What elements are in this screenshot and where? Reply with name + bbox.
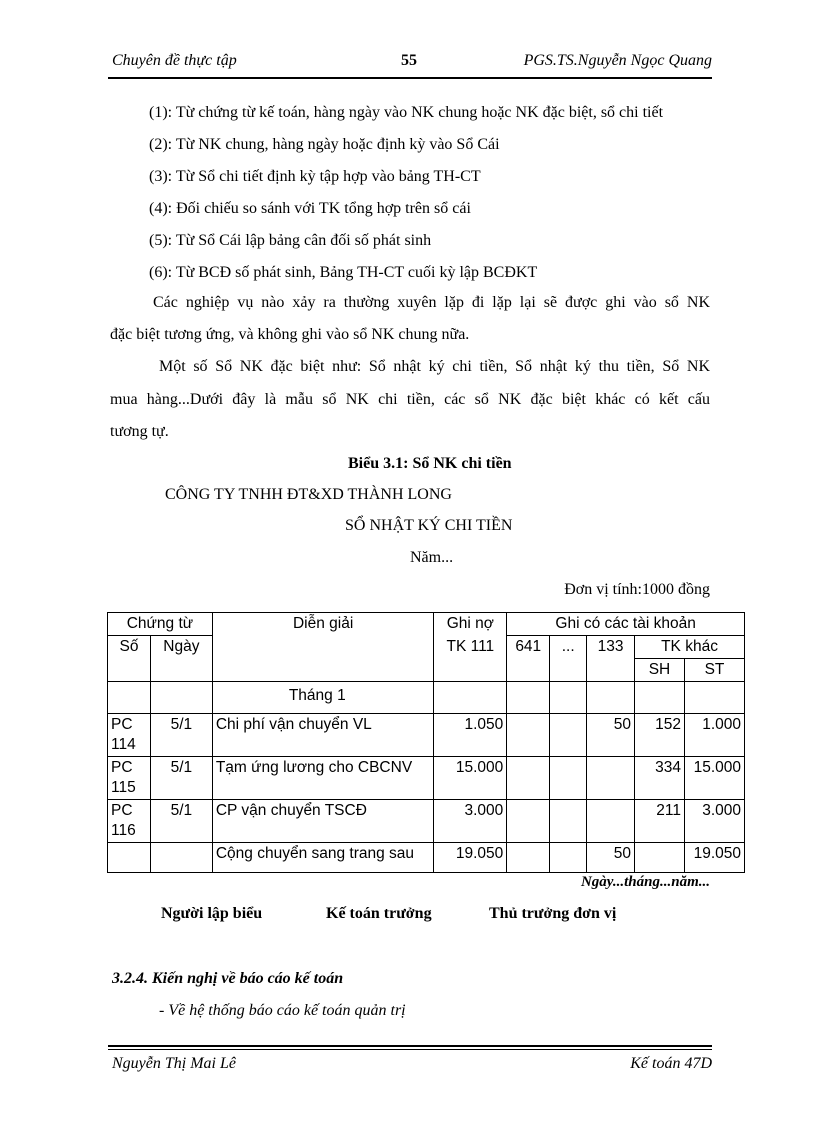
row-dien-giai: Chi phí vận chuyển VL: [212, 714, 434, 757]
paragraph2-line2: mua hàng...Dưới đây là mẫu sổ NK chi tiền, các sổ NK đặc biệt khác có kết cấu: [110, 391, 710, 408]
header-right: PGS.TS.Nguyễn Ngọc Quang: [523, 52, 712, 69]
row-ghi-no: 3.000: [434, 800, 507, 843]
header-st: ST: [684, 659, 744, 682]
total-tk133: 50: [587, 843, 635, 873]
step-6: (6): Từ BCĐ số phát sinh, Bảng TH-CT cuối kỳ lập BCĐKT: [149, 264, 538, 281]
paragraph2-line3: tương tự.: [110, 423, 169, 440]
row-st: 3.000: [684, 800, 744, 843]
row-so: PC 115: [108, 757, 151, 800]
section-sub: - Về hệ thống báo cáo kế toán quản trị: [159, 1002, 406, 1019]
form-title: SỔ NHẬT KÝ CHI TIỀN: [345, 517, 513, 534]
row-ngay: 5/1: [150, 800, 212, 843]
section-heading: 3.2.4. Kiến nghị về báo cáo kế toán: [112, 970, 344, 987]
row-sh: 211: [635, 800, 685, 843]
footer-rule-thin: [108, 1049, 712, 1050]
row-so: PC 116: [108, 800, 151, 843]
unit-label: Đơn vị tính:1000 đồng: [564, 581, 710, 598]
row-so: PC 114: [108, 714, 151, 757]
row-ngay: 5/1: [150, 757, 212, 800]
header-dots: ...: [550, 636, 587, 682]
header-ghi-no: Ghi nợ: [434, 613, 507, 636]
row-ngay: 5/1: [150, 714, 212, 757]
header-ngay: Ngày: [150, 636, 212, 682]
date-line: Ngày...tháng...năm...: [580, 874, 710, 890]
row-sh: 334: [635, 757, 685, 800]
signature-director: Thủ trưởng đơn vị: [489, 905, 617, 922]
footer-left: Nguyễn Thị Mai Lê: [112, 1055, 236, 1072]
signature-chief-accountant: Kế toán trưởng: [326, 905, 432, 922]
header-tk111: TK 111: [434, 636, 507, 682]
row-dots: [550, 714, 587, 757]
header-rule: [108, 77, 712, 79]
table-row: [108, 800, 745, 843]
row-tk641: [507, 800, 550, 843]
cash-payment-journal-table: [107, 612, 745, 873]
row-dots: [550, 800, 587, 843]
header-so: Số: [108, 636, 151, 682]
table-row: [108, 714, 745, 757]
header-tk133: 133: [587, 636, 635, 682]
row-tk133: [587, 800, 635, 843]
row-ghi-no: 1.050: [434, 714, 507, 757]
footer-rule: [108, 1045, 712, 1047]
footer-right: Kế toán 47D: [630, 1055, 712, 1072]
header-tk641: 641: [507, 636, 550, 682]
table-row: [108, 757, 745, 800]
step-3: (3): Từ Sổ chi tiết định kỳ tập hợp vào bảng TH-CT: [149, 168, 481, 185]
total-st: 19.050: [684, 843, 744, 873]
row-st: 1.000: [684, 714, 744, 757]
header-sh: SH: [635, 659, 685, 682]
header-left: Chuyên đề thực tập: [112, 52, 237, 69]
company-name: CÔNG TY TNHH ĐT&XD THÀNH LONG: [165, 486, 452, 503]
row-dien-giai: CP vận chuyển TSCĐ: [212, 800, 434, 843]
paragraph1-line2: đặc biệt tương ứng, và không ghi vào sổ NK chung nữa.: [110, 326, 470, 343]
header-tk-khac: TK khác: [635, 636, 745, 659]
row-tk133: 50: [587, 714, 635, 757]
header-ghi-co: Ghi có các tài khoản: [507, 613, 745, 636]
step-4: (4): Đối chiếu so sánh với TK tổng hợp trên sổ cái: [149, 200, 471, 217]
form-caption: Biểu 3.1: Sổ NK chi tiền: [348, 455, 512, 472]
header-dien-giai: Diễn giải: [212, 613, 434, 682]
total-ghi-no: 19.050: [434, 843, 507, 873]
table-row-month: [108, 682, 745, 714]
month-label: Tháng 1: [212, 682, 434, 714]
step-2: (2): Từ NK chung, hàng ngày hoặc định kỳ vào Sổ Cái: [149, 136, 500, 153]
row-tk641: [507, 757, 550, 800]
paragraph2-line1: Một số Sổ NK đặc biệt như: Sổ nhật ký chi tiền, Sổ nhật ký thu tiền, Sổ NK: [159, 358, 710, 375]
row-ghi-no: 15.000: [434, 757, 507, 800]
signature-preparer: Người lập biểu: [161, 905, 263, 922]
page-number: 55: [401, 52, 417, 69]
step-5: (5): Từ Sổ Cái lập bảng cân đối số phát sinh: [149, 232, 432, 249]
paragraph1-line1: Các nghiệp vụ nào xảy ra thường xuyên lặp đi lặp lại sẽ được ghi vào sổ NK: [153, 294, 710, 311]
table-header-row-1: [108, 613, 745, 636]
table-total-row: [108, 843, 745, 873]
row-dots: [550, 757, 587, 800]
row-sh: 152: [635, 714, 685, 757]
row-st: 15.000: [684, 757, 744, 800]
form-year: Năm...: [410, 549, 454, 566]
row-tk641: [507, 714, 550, 757]
row-tk133: [587, 757, 635, 800]
step-1: (1): Từ chứng từ kế toán, hàng ngày vào NK chung hoặc NK đặc biệt, sổ chi tiết: [149, 104, 664, 121]
row-dien-giai: Tạm ứng lương cho CBCNV: [212, 757, 434, 800]
header-chung-tu: Chứng từ: [108, 613, 213, 636]
total-label: Cộng chuyển sang trang sau: [212, 843, 434, 873]
